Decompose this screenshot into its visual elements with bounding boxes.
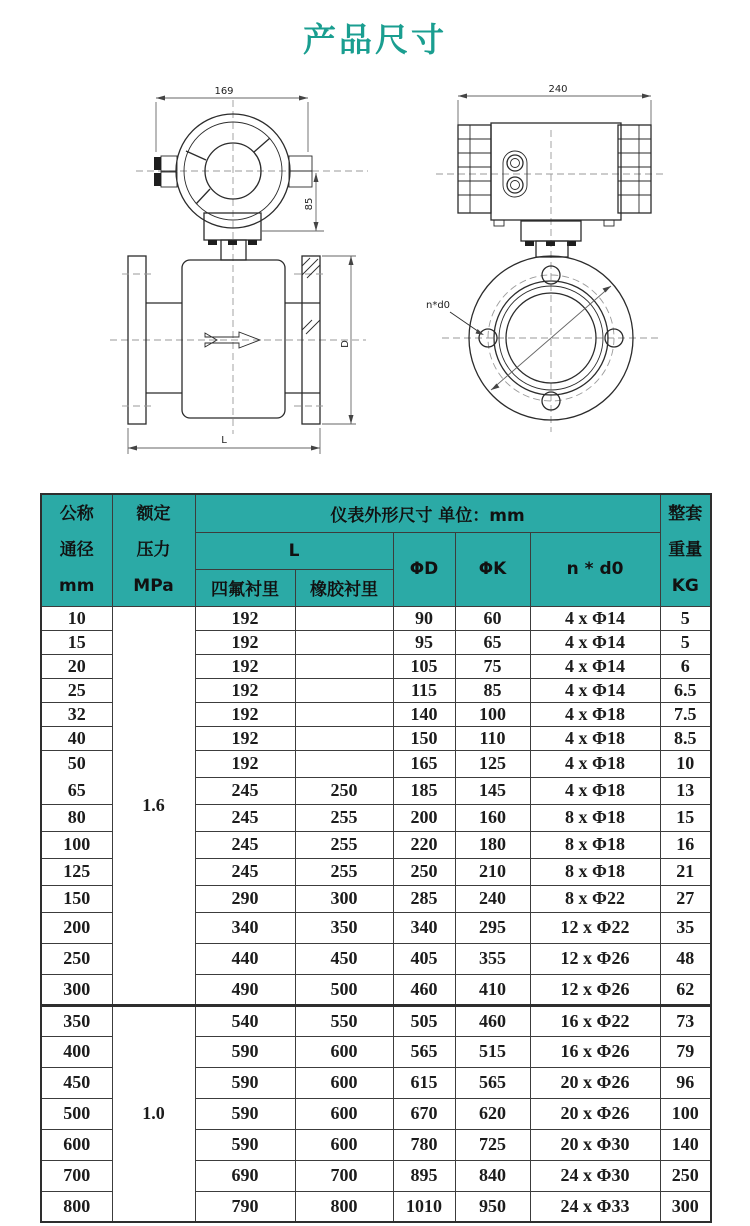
- cell-nd0: 12 x Φ26: [530, 974, 660, 1005]
- cell-rubber: 600: [295, 1067, 393, 1098]
- cell-rubber: [295, 726, 393, 750]
- cell-nd0: 8 x Φ18: [530, 831, 660, 858]
- cell-phiD: 165: [393, 750, 455, 777]
- cell-rubber: 300: [295, 885, 393, 912]
- cell-weight: 300: [660, 1191, 711, 1222]
- cell-rubber: [295, 702, 393, 726]
- cell-nd0: 12 x Φ26: [530, 943, 660, 974]
- header-rated-pressure: 额定 压力 MPa: [112, 494, 195, 606]
- dim-D-label: D: [340, 340, 351, 348]
- cell-rubber: 255: [295, 858, 393, 885]
- cell-dn: 10: [41, 606, 112, 630]
- cell-nd0: 4 x Φ14: [530, 630, 660, 654]
- cell-rubber: [295, 606, 393, 630]
- cell-dn: 32: [41, 702, 112, 726]
- cell-phiK: 460: [455, 1005, 530, 1036]
- cell-ptfe: 192: [195, 606, 295, 630]
- cell-nd0: 16 x Φ22: [530, 1005, 660, 1036]
- cell-dn: 700: [41, 1160, 112, 1191]
- cell-rubber: 500: [295, 974, 393, 1005]
- cell-phiD: 895: [393, 1160, 455, 1191]
- cell-ptfe: 192: [195, 678, 295, 702]
- header-nominal-diameter: 公称 通径 mm: [41, 494, 112, 606]
- header-rubber-lining: 橡胶衬里: [295, 569, 393, 606]
- cell-phiD: 200: [393, 804, 455, 831]
- cell-weight: 73: [660, 1005, 711, 1036]
- cell-ptfe: 340: [195, 912, 295, 943]
- cell-phiD: 460: [393, 974, 455, 1005]
- cell-weight: 21: [660, 858, 711, 885]
- cell-dn: 450: [41, 1067, 112, 1098]
- cell-phiD: 670: [393, 1098, 455, 1129]
- cell-ptfe: 540: [195, 1005, 295, 1036]
- cell-ptfe: 192: [195, 726, 295, 750]
- cell-dn: 40: [41, 726, 112, 750]
- cell-phiD: 105: [393, 654, 455, 678]
- header-ptfe-lining: 四氟衬里: [195, 569, 295, 606]
- cell-rubber: [295, 654, 393, 678]
- cell-nd0: 12 x Φ22: [530, 912, 660, 943]
- cell-phiD: 185: [393, 777, 455, 804]
- cell-phiK: 110: [455, 726, 530, 750]
- table-row: [41, 1005, 711, 1036]
- cell-phiD: 140: [393, 702, 455, 726]
- cell-dn: 100: [41, 831, 112, 858]
- cell-dn: 80: [41, 804, 112, 831]
- cell-nd0: 16 x Φ26: [530, 1036, 660, 1067]
- cell-ptfe: 690: [195, 1160, 295, 1191]
- cell-phiD: 340: [393, 912, 455, 943]
- cell-rubber: 550: [295, 1005, 393, 1036]
- cell-rubber: 250: [295, 777, 393, 804]
- cell-phiK: 100: [455, 702, 530, 726]
- cell-weight: 8.5: [660, 726, 711, 750]
- cell-phiD: 90: [393, 606, 455, 630]
- cell-nd0: 4 x Φ18: [530, 750, 660, 777]
- cell-rubber: 600: [295, 1129, 393, 1160]
- cell-phiK: 160: [455, 804, 530, 831]
- cell-ptfe: 245: [195, 831, 295, 858]
- cell-phiD: 220: [393, 831, 455, 858]
- cell-rubber: [295, 678, 393, 702]
- cell-dn: 300: [41, 974, 112, 1005]
- header-overall-dims-title: 仪表外形尺寸 单位：mm: [195, 494, 660, 532]
- cell-nd0: 8 x Φ18: [530, 804, 660, 831]
- cell-phiD: 95: [393, 630, 455, 654]
- cell-weight: 35: [660, 912, 711, 943]
- cell-phiK: 65: [455, 630, 530, 654]
- cell-dn: 800: [41, 1191, 112, 1222]
- table-row: [41, 606, 711, 630]
- header-total-weight: 整套 重量 KG: [660, 494, 711, 606]
- cell-dn: 350: [41, 1005, 112, 1036]
- header-n-d0: n * d0: [530, 532, 660, 606]
- cell-nd0: 24 x Φ30: [530, 1160, 660, 1191]
- cell-phiK: 75: [455, 654, 530, 678]
- cell-weight: 5: [660, 630, 711, 654]
- cell-rubber: 600: [295, 1036, 393, 1067]
- cell-phiK: 240: [455, 885, 530, 912]
- cell-dn: 400: [41, 1036, 112, 1067]
- dim-169-label: 169: [214, 86, 234, 97]
- cell-phiK: 355: [455, 943, 530, 974]
- cell-dn: 125: [41, 858, 112, 885]
- cell-phiK: 620: [455, 1098, 530, 1129]
- cell-phiK: 410: [455, 974, 530, 1005]
- cell-nd0: 4 x Φ18: [530, 777, 660, 804]
- cell-ptfe: 490: [195, 974, 295, 1005]
- cell-rubber: 600: [295, 1098, 393, 1129]
- cell-ptfe: 245: [195, 777, 295, 804]
- cell-phiD: 565: [393, 1036, 455, 1067]
- cell-rubber: [295, 750, 393, 777]
- cell-phiK: 565: [455, 1067, 530, 1098]
- cell-ptfe: 245: [195, 804, 295, 831]
- cell-phiK: 515: [455, 1036, 530, 1067]
- cell-phiD: 1010: [393, 1191, 455, 1222]
- cell-weight: 13: [660, 777, 711, 804]
- flowmeter-side-view-drawing: [418, 82, 738, 482]
- cell-phiK: 125: [455, 750, 530, 777]
- cell-dn: 65: [41, 777, 112, 804]
- cell-ptfe: 590: [195, 1067, 295, 1098]
- cell-dn: 25: [41, 678, 112, 702]
- cell-ptfe: 590: [195, 1036, 295, 1067]
- cell-nd0: 8 x Φ18: [530, 858, 660, 885]
- cell-weight: 15: [660, 804, 711, 831]
- cell-rubber: 350: [295, 912, 393, 943]
- cell-dn: 500: [41, 1098, 112, 1129]
- cell-weight: 6: [660, 654, 711, 678]
- cell-dn: 200: [41, 912, 112, 943]
- cell-ptfe: 192: [195, 630, 295, 654]
- dim-240-label: 240: [548, 84, 568, 95]
- cell-ptfe: 245: [195, 858, 295, 885]
- header-phiK: ΦK: [455, 532, 530, 606]
- cell-nd0: 20 x Φ26: [530, 1067, 660, 1098]
- cell-nd0: 4 x Φ18: [530, 702, 660, 726]
- page-title: 产品尺寸: [303, 20, 447, 59]
- cell-rubber: [295, 630, 393, 654]
- cell-nd0: 4 x Φ18: [530, 726, 660, 750]
- cell-weight: 5: [660, 606, 711, 630]
- cell-rubber: 700: [295, 1160, 393, 1191]
- cell-ptfe: 192: [195, 654, 295, 678]
- cell-phiK: 950: [455, 1191, 530, 1222]
- cell-phiK: 210: [455, 858, 530, 885]
- cell-rubber: 255: [295, 804, 393, 831]
- cell-phiK: 725: [455, 1129, 530, 1160]
- cell-weight: 79: [660, 1036, 711, 1067]
- cell-phiK: 180: [455, 831, 530, 858]
- cell-phiD: 780: [393, 1129, 455, 1160]
- cell-phiD: 615: [393, 1067, 455, 1098]
- flowmeter-front-view-drawing: [64, 82, 384, 482]
- cell-weight: 140: [660, 1129, 711, 1160]
- cell-weight: 6.5: [660, 678, 711, 702]
- cell-nd0: 24 x Φ33: [530, 1191, 660, 1222]
- dim-L-label: L: [221, 435, 227, 446]
- technical-drawings: [0, 82, 750, 487]
- cell-phiK: 840: [455, 1160, 530, 1191]
- cell-weight: 96: [660, 1067, 711, 1098]
- bolt-holes-label: n*d0: [426, 300, 451, 311]
- header-phiD: ΦD: [393, 532, 455, 606]
- cell-dn: 600: [41, 1129, 112, 1160]
- cell-rubber: 800: [295, 1191, 393, 1222]
- cell-weight: 10: [660, 750, 711, 777]
- cell-nd0: 4 x Φ14: [530, 678, 660, 702]
- dim-85-label: 85: [304, 197, 315, 211]
- cell-nd0: 8 x Φ22: [530, 885, 660, 912]
- product-dimensions-table: [40, 493, 712, 1223]
- cell-pressure-1-6: 1.6: [112, 606, 195, 1005]
- cell-rubber: 255: [295, 831, 393, 858]
- cell-phiK: 295: [455, 912, 530, 943]
- cell-ptfe: 590: [195, 1129, 295, 1160]
- cell-nd0: 20 x Φ26: [530, 1098, 660, 1129]
- cell-weight: 250: [660, 1160, 711, 1191]
- cell-phiD: 115: [393, 678, 455, 702]
- cell-weight: 62: [660, 974, 711, 1005]
- cell-ptfe: 192: [195, 702, 295, 726]
- cell-nd0: 4 x Φ14: [530, 606, 660, 630]
- cell-weight: 27: [660, 885, 711, 912]
- cell-dn: 250: [41, 943, 112, 974]
- cell-pressure-1-0: 1.0: [112, 1005, 195, 1222]
- cell-dn: 50: [41, 750, 112, 777]
- cell-dn: 150: [41, 885, 112, 912]
- cell-weight: 100: [660, 1098, 711, 1129]
- cell-phiK: 85: [455, 678, 530, 702]
- cell-ptfe: 790: [195, 1191, 295, 1222]
- cell-phiD: 505: [393, 1005, 455, 1036]
- cell-dn: 20: [41, 654, 112, 678]
- cell-phiD: 285: [393, 885, 455, 912]
- cell-phiD: 250: [393, 858, 455, 885]
- cell-phiK: 60: [455, 606, 530, 630]
- header-length-L: L: [195, 532, 393, 569]
- cell-nd0: 4 x Φ14: [530, 654, 660, 678]
- cell-ptfe: 440: [195, 943, 295, 974]
- cell-weight: 7.5: [660, 702, 711, 726]
- cell-phiK: 145: [455, 777, 530, 804]
- cell-ptfe: 290: [195, 885, 295, 912]
- cell-nd0: 20 x Φ30: [530, 1129, 660, 1160]
- cell-weight: 16: [660, 831, 711, 858]
- cell-ptfe: 192: [195, 750, 295, 777]
- cell-phiD: 150: [393, 726, 455, 750]
- cell-phiD: 405: [393, 943, 455, 974]
- cell-dn: 15: [41, 630, 112, 654]
- cell-rubber: 450: [295, 943, 393, 974]
- cell-weight: 48: [660, 943, 711, 974]
- cell-ptfe: 590: [195, 1098, 295, 1129]
